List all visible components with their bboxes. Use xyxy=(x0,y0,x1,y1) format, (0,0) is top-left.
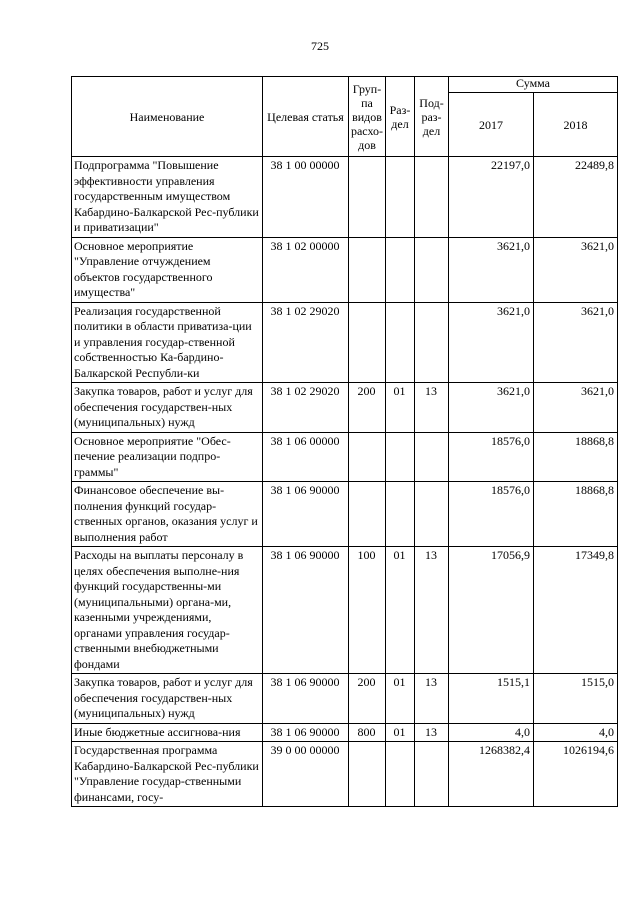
row-amount-2017: 1268382,4 xyxy=(449,742,534,807)
row-subsection xyxy=(415,302,449,383)
row-amount-2017: 3621,0 xyxy=(449,383,534,433)
header-subsection: Под-раз-дел xyxy=(415,77,449,157)
row-amount-2017: 3621,0 xyxy=(449,237,534,302)
row-section xyxy=(386,742,415,807)
row-section xyxy=(386,302,415,383)
row-group: 100 xyxy=(349,547,386,674)
row-amount-2018: 1515,0 xyxy=(534,674,618,724)
row-section: 01 xyxy=(386,674,415,724)
row-target-code: 38 1 02 29020 xyxy=(263,302,349,383)
row-subsection xyxy=(415,432,449,482)
row-group: 200 xyxy=(349,674,386,724)
row-subsection: 13 xyxy=(415,547,449,674)
row-name: Финансовое обеспечение вы-полнения функций государ-ственных органов, оказания услуг и выполнения работ xyxy=(72,482,263,547)
row-group xyxy=(349,432,386,482)
row-group xyxy=(349,157,386,238)
row-amount-2017: 3621,0 xyxy=(449,302,534,383)
page-number: 725 xyxy=(311,39,329,53)
row-name: Иные бюджетные ассигнова-ния xyxy=(72,723,263,742)
table-row xyxy=(72,742,618,807)
row-amount-2018: 1026194,6 xyxy=(534,742,618,807)
row-name: Основное мероприятие "Обес-печение реализации подпро-граммы" xyxy=(72,432,263,482)
row-amount-2017: 4,0 xyxy=(449,723,534,742)
row-amount-2017: 1515,1 xyxy=(449,674,534,724)
table-row xyxy=(72,723,618,742)
row-section xyxy=(386,432,415,482)
table-row xyxy=(72,432,618,482)
table-row xyxy=(72,547,618,674)
row-section: 01 xyxy=(386,547,415,674)
row-section: 01 xyxy=(386,723,415,742)
row-name: Расходы на выплаты персоналу в целях обеспечения выполне-ния функций государственны-ми (муниципальными) органа-ми, казенными учреждениями, органами управления государ-ственными внебюджетными фондами xyxy=(72,547,263,674)
row-target-code: 38 1 06 90000 xyxy=(263,723,349,742)
row-group: 200 xyxy=(349,383,386,433)
budget-table xyxy=(71,76,618,807)
header-section: Раз-дел xyxy=(386,77,415,157)
row-target-code: 38 1 06 90000 xyxy=(263,547,349,674)
row-subsection: 13 xyxy=(415,723,449,742)
row-name: Закупка товаров, работ и услуг для обеспечения государствен-ных (муниципальных) нужд xyxy=(72,383,263,433)
row-amount-2018: 18868,8 xyxy=(534,482,618,547)
row-amount-2018: 3621,0 xyxy=(534,383,618,433)
row-subsection: 13 xyxy=(415,674,449,724)
table-row xyxy=(72,383,618,433)
header-sum: Сумма xyxy=(449,77,618,93)
row-group xyxy=(349,742,386,807)
row-amount-2018: 4,0 xyxy=(534,723,618,742)
row-section xyxy=(386,237,415,302)
row-subsection xyxy=(415,237,449,302)
header-target: Целевая статья xyxy=(263,77,349,157)
row-name: Подпрограмма "Повышение эффективности управления государственным имуществом Кабардино-Балкарской Рес-публики и приватизации" xyxy=(72,157,263,238)
row-group xyxy=(349,302,386,383)
row-section xyxy=(386,157,415,238)
row-target-code: 38 1 06 90000 xyxy=(263,482,349,547)
header-year-2018: 2018 xyxy=(534,93,618,157)
row-section: 01 xyxy=(386,383,415,433)
row-name: Государственная программа Кабардино-Балкарской Рес-публики "Управление государ-ственными финансами, госу- xyxy=(72,742,263,807)
table-row xyxy=(72,482,618,547)
row-target-code: 38 1 06 90000 xyxy=(263,674,349,724)
row-amount-2018: 18868,8 xyxy=(534,432,618,482)
row-amount-2017: 18576,0 xyxy=(449,432,534,482)
row-target-code: 38 1 02 29020 xyxy=(263,383,349,433)
row-name: Реализация государственной политики в области приватиза-ции и управления государ-ственной собственностью Ка-бардино-Балкарской Республи-ки xyxy=(72,302,263,383)
row-group xyxy=(349,482,386,547)
table-row xyxy=(72,674,618,724)
row-group xyxy=(349,237,386,302)
table-row xyxy=(72,157,618,238)
row-subsection xyxy=(415,157,449,238)
row-amount-2018: 17349,8 xyxy=(534,547,618,674)
row-target-code: 39 0 00 00000 xyxy=(263,742,349,807)
row-subsection: 13 xyxy=(415,383,449,433)
row-group: 800 xyxy=(349,723,386,742)
table-body xyxy=(72,157,618,807)
header-name: Наименование xyxy=(72,77,263,157)
header-group: Груп-па видов расхо-дов xyxy=(349,77,386,157)
row-target-code: 38 1 00 00000 xyxy=(263,157,349,238)
row-target-code: 38 1 06 00000 xyxy=(263,432,349,482)
row-amount-2018: 3621,0 xyxy=(534,237,618,302)
row-name: Основное мероприятие "Управление отчуждением объектов государственного имущества" xyxy=(72,237,263,302)
table-row xyxy=(72,237,618,302)
table-row xyxy=(72,302,618,383)
row-subsection xyxy=(415,742,449,807)
row-amount-2018: 3621,0 xyxy=(534,302,618,383)
row-amount-2017: 22197,0 xyxy=(449,157,534,238)
row-amount-2017: 17056,9 xyxy=(449,547,534,674)
row-name: Закупка товаров, работ и услуг для обеспечения государствен-ных (муниципальных) нужд xyxy=(72,674,263,724)
row-amount-2017: 18576,0 xyxy=(449,482,534,547)
row-subsection xyxy=(415,482,449,547)
row-section xyxy=(386,482,415,547)
row-target-code: 38 1 02 00000 xyxy=(263,237,349,302)
header-year-2017: 2017 xyxy=(449,93,534,157)
row-amount-2018: 22489,8 xyxy=(534,157,618,238)
